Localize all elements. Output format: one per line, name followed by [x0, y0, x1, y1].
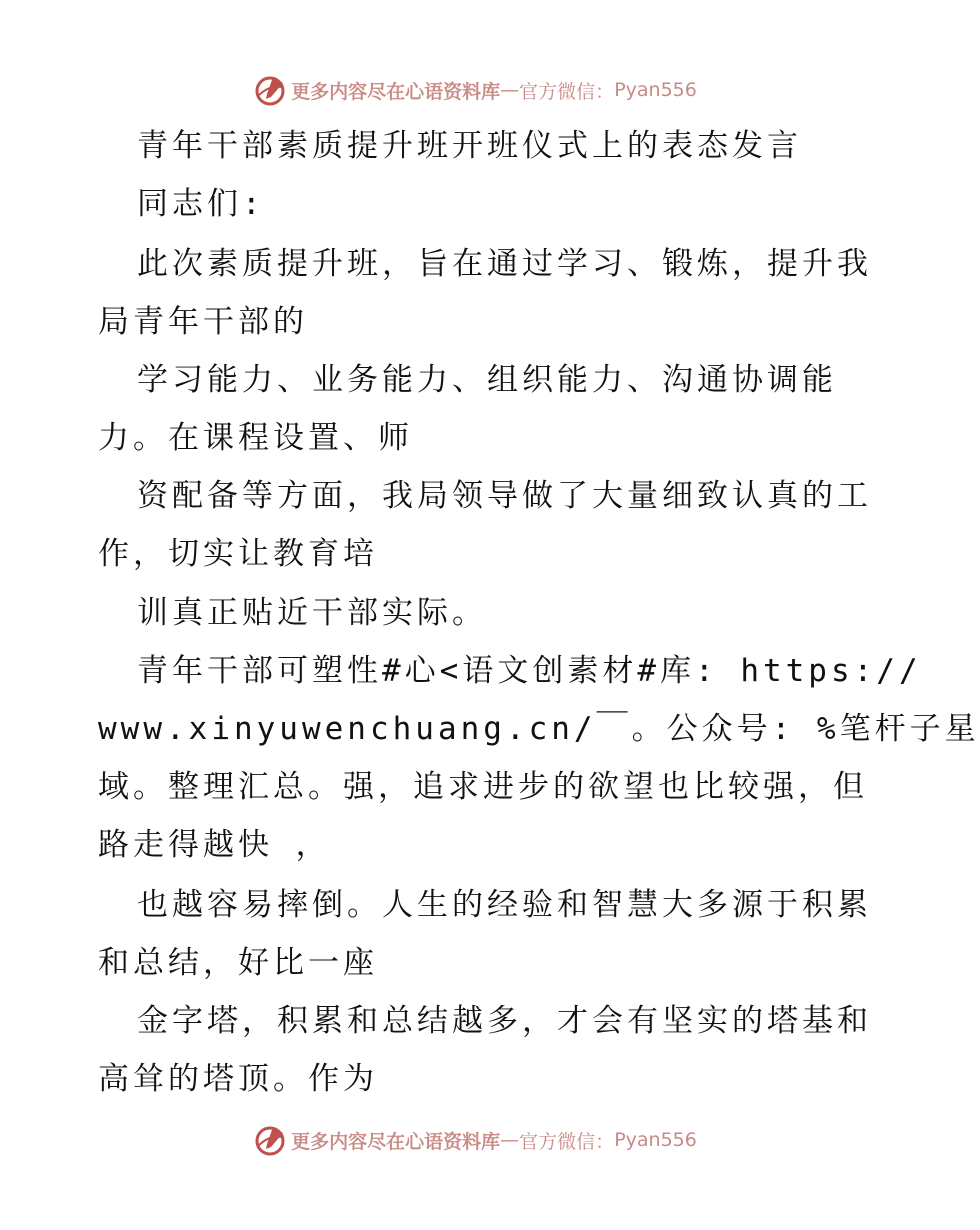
- text-line: www.xinyuwenchuang.cn/￣。公众号: %笔杆子星: [98, 711, 980, 747]
- banner-wechat-label: 官方微信：: [519, 1130, 615, 1153]
- text-line: 此次素质提升班，旨在通过学习、锻炼，提升我: [137, 246, 872, 282]
- footer-banner: [0, 1120, 950, 1160]
- text-line: 也越容易摔倒。人生的经验和智慧大多源于积累: [137, 887, 872, 923]
- text-line: 资配备等方面，我局领导做了大量细致认真的工: [137, 478, 872, 514]
- document-title: 青年干部素质提升班开班仪式上的表态发言: [137, 128, 802, 164]
- banner-dash: —: [500, 79, 520, 101]
- text-line: 同志们:: [137, 186, 265, 222]
- banner-wechat-id: Pyan556: [614, 1129, 697, 1151]
- text-line: 域。整理汇总。强，追求进步的欲望也比较强，但: [98, 769, 868, 805]
- banner-wechat-label: 官方微信：: [519, 80, 615, 103]
- text-line: 青年干部可塑性#心<语文创素材#库: https://: [137, 653, 922, 689]
- banner-text: 更多内容尽在心语资料库: [291, 1130, 501, 1153]
- text-line: 作，切实让教育培: [98, 536, 378, 572]
- text-line: 金字塔，积累和总结越多，才会有坚实的塔基和: [137, 1003, 872, 1039]
- text-line: 局青年干部的: [98, 304, 308, 340]
- banner-text: 更多内容尽在心语资料库: [291, 80, 501, 103]
- header-banner: [0, 70, 950, 110]
- banner-wechat-id: Pyan556: [614, 79, 697, 101]
- text-line: 学习能力、业务能力、组织能力、沟通协调能: [137, 362, 837, 398]
- text-line: 训真正贴近干部实际。: [137, 595, 487, 631]
- text-line: 高耸的塔顶。作为: [98, 1061, 378, 1097]
- text-line: 路走得越快 ，: [98, 827, 331, 863]
- pen-globe-logo-icon: [253, 1123, 287, 1157]
- text-line: 和总结，好比一座: [98, 945, 378, 981]
- text-line: 力。在课程设置、师: [98, 420, 413, 456]
- pen-globe-logo-icon: [253, 73, 287, 107]
- banner-dash: —: [500, 1129, 520, 1151]
